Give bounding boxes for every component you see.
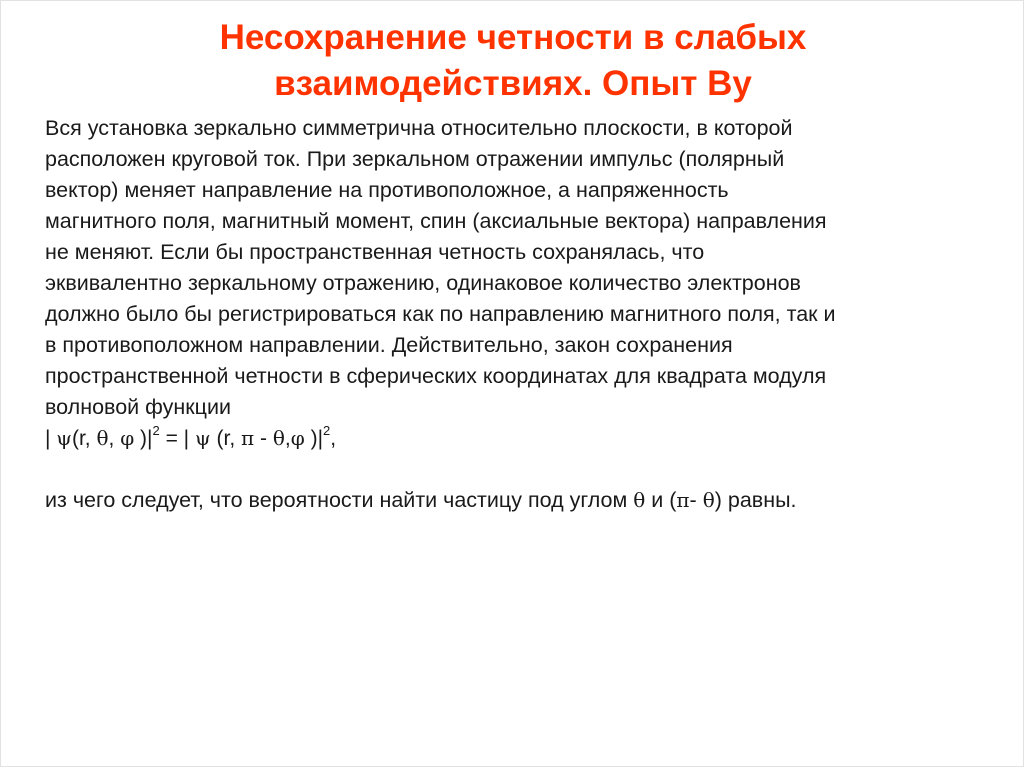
psi-symbol: ψ [194, 426, 211, 450]
phi-symbol: φ [290, 426, 305, 450]
pi-symbol: π [676, 488, 690, 512]
paragraph-line-7: должно было бы регистрироваться как по направлению магнитного поля, так и [45, 302, 836, 326]
exponent: 2 [152, 423, 160, 438]
title-line-2: взаимодействиях. Опыт Ву [274, 64, 752, 103]
slide-title [61, 15, 965, 107]
exponent: 2 [323, 423, 331, 438]
paragraph-line-1: Вся установка зеркально симметрична относительно плоскости, в которой [45, 116, 793, 140]
theta-symbol: θ [633, 488, 646, 512]
theta-symbol: θ [96, 426, 109, 450]
paragraph-line-8: в противоположном направлении. Действительно, закон сохранения [45, 333, 733, 357]
conclusion-line: из чего следует, что вероятности найти частицу под углом θ и (π- θ) равны. [45, 488, 797, 512]
paragraph-line-4: магнитного поля, магнитный момент, спин (аксиальные вектора) направления [45, 209, 827, 233]
paragraph-line-6: эквивалентно зеркальному отражению, одинаковое количество электронов [45, 271, 801, 295]
paragraph-line-10: волновой функции [45, 395, 231, 419]
paragraph-line-2: расположен круговой ток. При зеркальном отражении импульс (полярный [45, 147, 785, 171]
parity-formula: | ψ(r, θ, φ )$|^2$ = | ψ (r, π - θ,φ )$|^2$, [45, 423, 337, 450]
pi-symbol: π [241, 426, 255, 450]
paragraph-line-3: вектор) меняет направление на противоположное, а напряженность [45, 178, 729, 202]
paragraph-line-5: не меняют. Если бы пространственная четность сохранялась, что [45, 240, 705, 264]
theta-symbol: θ [272, 426, 285, 450]
psi-symbol: ψ [56, 426, 72, 450]
phi-symbol: φ [120, 426, 135, 450]
title-line-1: Несохранение четности в слабых [219, 18, 807, 57]
slide-body [45, 113, 1005, 516]
paragraph-line-9: пространственной четности в сферических координатах для квадрата модуля [45, 364, 827, 388]
theta-symbol: θ [702, 488, 715, 512]
spacer [45, 454, 1005, 485]
